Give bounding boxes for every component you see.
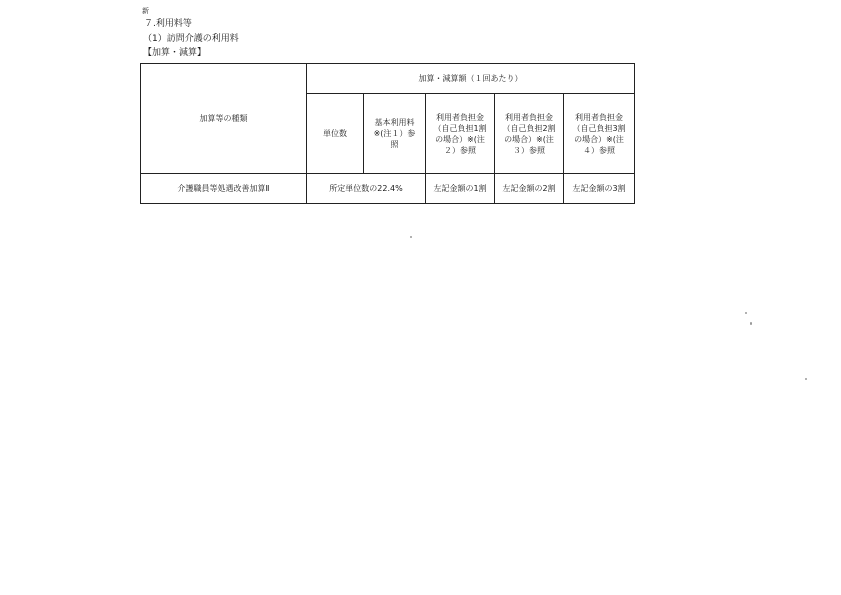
header-basic-fee-cell <box>364 94 426 174</box>
header-type-cell <box>141 64 307 174</box>
table-row <box>141 174 635 204</box>
scan-speck <box>805 378 807 380</box>
row-user-1-cell <box>426 174 495 204</box>
header-user-1: 利用者負担金 （自己負担1割 の場合）※(注 ２）参照 <box>433 112 487 155</box>
header-user-3-cell <box>564 94 635 174</box>
row-user-1: 左記金額の1割 <box>433 184 487 193</box>
table-header-row <box>141 64 635 94</box>
header-user-2: 利用者負担金 （自己負担2割 の場合）※(注 ３）参照 <box>502 112 556 155</box>
header-group: 加算・減算額（１回あたり） <box>418 74 523 83</box>
scan-speck <box>750 322 752 325</box>
row-units-cell <box>307 174 426 204</box>
row-type-cell <box>141 174 307 204</box>
header-type: 加算等の種類 <box>199 114 248 123</box>
row-user-2-cell <box>495 174 564 204</box>
header-units: 単位数 <box>323 129 347 138</box>
header-user-2-cell <box>495 94 564 174</box>
row-user-3-cell <box>564 174 635 204</box>
header-basic-fee: 基本利用料 ※(注１）参 照 <box>373 118 416 149</box>
header-user-3: 利用者負担金 （自己負担3割 の場合）※(注 ４）参照 <box>572 112 626 155</box>
scan-speck <box>410 236 412 238</box>
row-user-3: 左記金額の3割 <box>572 184 626 193</box>
document-marker: 新 <box>142 7 149 15</box>
row-type: 介護職員等処遇改善加算Ⅱ <box>177 184 270 193</box>
section-heading: ７.利用料等 <box>144 19 192 29</box>
header-user-1-cell <box>426 94 495 174</box>
section-label: 【加算・減算】 <box>143 48 207 58</box>
subsection-heading: （1）訪問介護の利用料 <box>143 34 239 44</box>
row-units-and-fee: 所定単位数の22.4% <box>329 184 403 193</box>
scan-speck <box>745 312 747 314</box>
header-group-cell <box>307 64 635 94</box>
fee-table <box>140 63 635 204</box>
row-user-2: 左記金額の2割 <box>502 184 556 193</box>
header-units-cell <box>307 94 364 174</box>
